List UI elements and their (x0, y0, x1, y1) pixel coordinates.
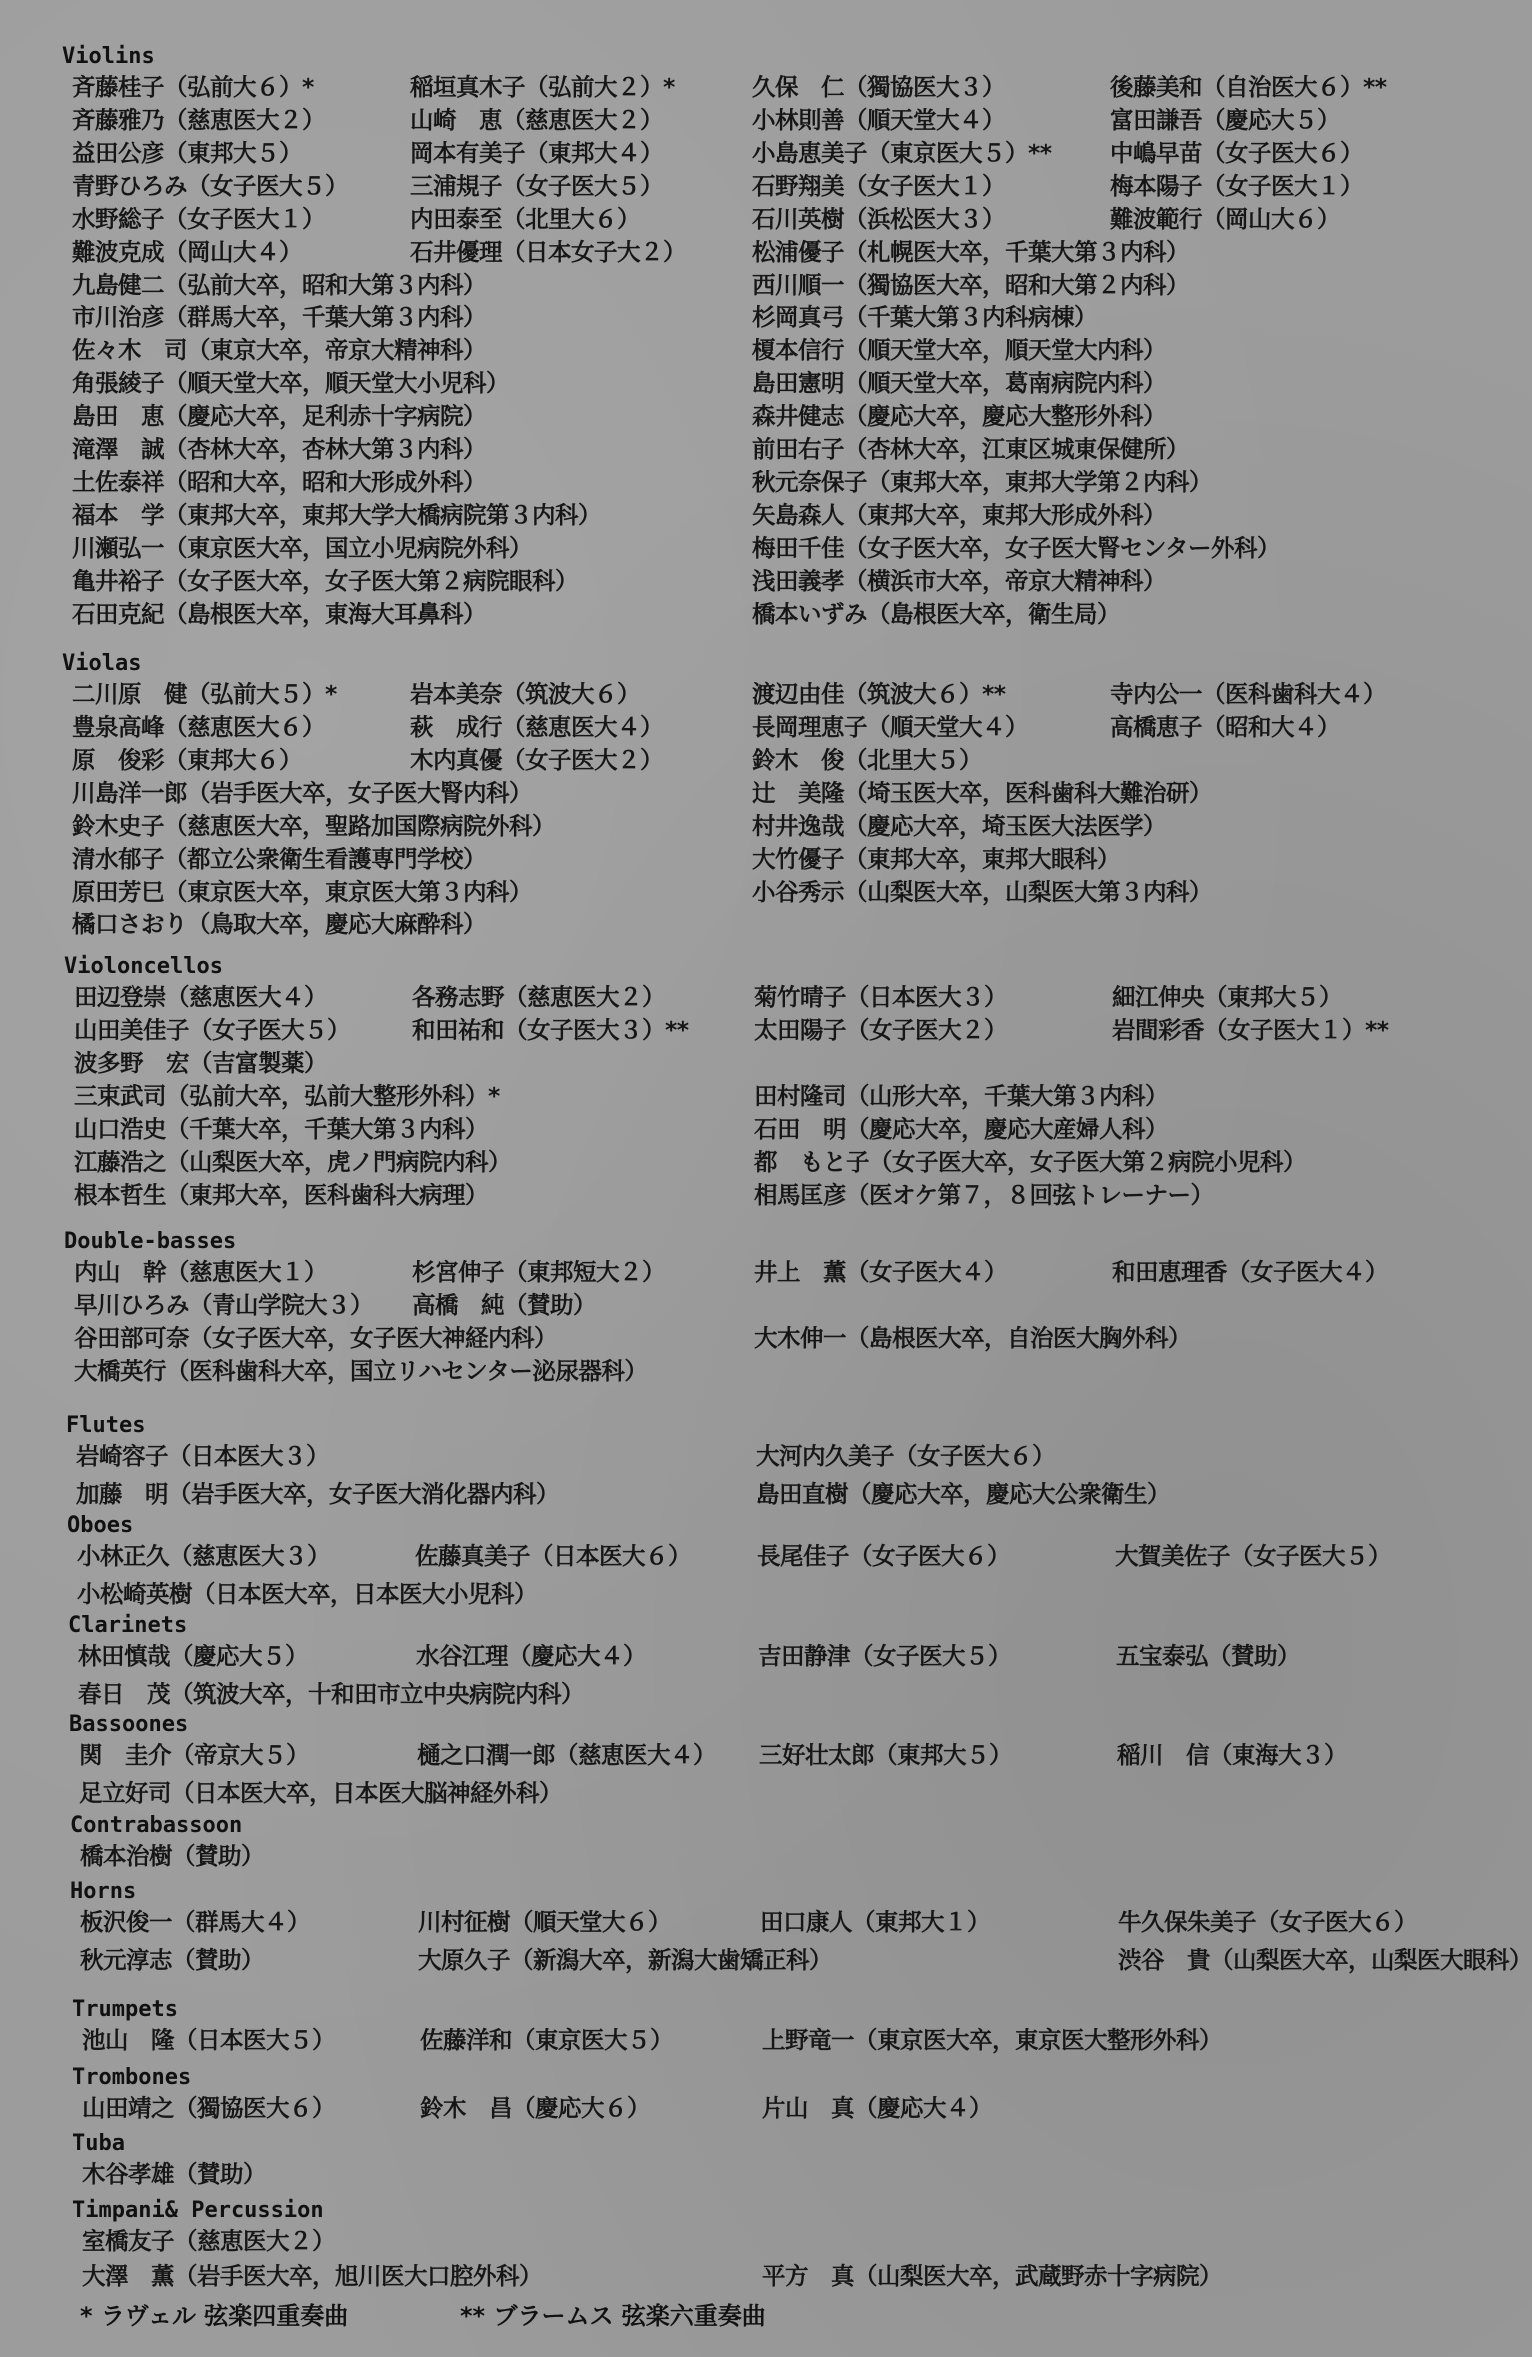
member-entry: 鈴木 俊（北里大５） (752, 746, 982, 774)
member-entry: 梅本陽子（女子医大１） (1110, 172, 1363, 200)
member-entry: 辻 美隆（埼玉医大卒，医科歯科大難治研） (752, 779, 1212, 807)
member-entry: 大原久子（新潟大卒，新潟大歯矯正科） (418, 1946, 832, 1974)
roster-row (0, 1080, 1489, 1112)
member-entry: 早川ひろみ（青山学院大３） (74, 1291, 373, 1319)
member-entry: 岩崎容子（日本医大３） (76, 1442, 329, 1470)
member-entry: 岩間彩香（女子医大１）** (1112, 1016, 1389, 1044)
roster-row (0, 532, 1489, 564)
footnote-ravel: * ラヴェル 弦楽四重奏曲 (80, 2302, 349, 2330)
roster-row (0, 2260, 1489, 2292)
roster-row (0, 1014, 1489, 1046)
section-heading: Trombones (72, 2065, 192, 2090)
member-entry: 岩本美奈（筑波大６） (410, 680, 640, 708)
member-entry: 益田公彦（東邦大５） (72, 139, 302, 167)
member-entry: 橋本いずみ（島根医大卒，衛生局） (752, 600, 1120, 628)
member-entry: 大賀美佐子（女子医大５） (1115, 1542, 1391, 1570)
roster-row (0, 1640, 1489, 1672)
member-entry: 菊竹晴子（日本医大３） (754, 983, 1007, 1011)
roster-row (0, 908, 1489, 940)
member-entry: 山田美佳子（女子医大５） (74, 1016, 350, 1044)
roster-row (0, 236, 1489, 268)
roster-row (0, 433, 1489, 465)
member-entry: 山口浩史（千葉大卒，千葉大第３内科） (74, 1115, 488, 1143)
member-entry: 原田芳巳（東京医大卒，東京医大第３内科） (72, 878, 532, 906)
roster-row (0, 2225, 1489, 2257)
member-entry: 谷田部可奈（女子医大卒，女子医大神経内科） (74, 1324, 557, 1352)
roster-row (0, 2092, 1489, 2124)
member-entry: 石川英樹（浜松医大３） (752, 205, 1005, 233)
member-entry: 松浦優子（札幌医大卒，千葉大第３内科） (752, 238, 1189, 266)
member-entry: 長尾佳子（女子医大６） (757, 1542, 1010, 1570)
section-heading: Trumpets (72, 1997, 178, 2022)
roster-row (0, 2158, 1489, 2190)
section-heading: Tuba (72, 2131, 125, 2156)
roster-row (0, 2024, 1489, 2056)
roster-row (0, 1777, 1489, 1809)
member-entry: 春日 茂（筑波大卒，十和田市立中央病院内科） (78, 1680, 584, 1708)
member-entry: 橘口さおり（鳥取大卒，慶応大麻酔科） (72, 910, 486, 938)
roster-row (0, 301, 1489, 333)
member-entry: 島田直樹（慶応大卒，慶応大公衆衛生） (756, 1480, 1170, 1508)
member-entry: 佐藤真美子（日本医大６） (415, 1542, 691, 1570)
member-entry: 井上 薫（女子医大４） (754, 1258, 1007, 1286)
member-entry: 難波範行（岡山大６） (1110, 205, 1340, 233)
member-entry: 矢島森人（東邦大卒，東邦大形成外科） (752, 501, 1166, 529)
roster-row (0, 1906, 1489, 1938)
member-entry: 上野竜一（東京医大卒，東京医大整形外科） (762, 2026, 1222, 2054)
section-heading: Bassoones (69, 1712, 189, 1737)
member-entry: 田口康人（東邦大１） (760, 1908, 990, 1936)
section-heading: Violoncellos (64, 954, 223, 979)
member-entry: 秋元淳志（賛助） (80, 1946, 264, 1974)
section-heading: Oboes (67, 1513, 134, 1538)
member-entry: 佐藤洋和（東京医大５） (420, 2026, 673, 2054)
member-entry: 平方 真（山梨医大卒，武蔵野赤十字病院） (762, 2262, 1222, 2290)
roster-row (0, 137, 1489, 169)
roster-row (0, 565, 1489, 597)
section-heading: Contrabassoon (70, 1813, 243, 1838)
member-entry: 波多野 宏（吉富製薬） (74, 1049, 327, 1077)
member-entry: 渡辺由佳（筑波大６）** (752, 680, 1006, 708)
member-entry: 青野ひろみ（女子医大５） (72, 172, 348, 200)
member-entry: 木内真優（女子医大２） (410, 746, 663, 774)
member-entry: 斉藤桂子（弘前大６）* (72, 73, 314, 101)
roster-row (0, 269, 1489, 301)
member-entry: 小松崎英樹（日本医大卒，日本医大小児科） (77, 1580, 537, 1608)
member-entry: 大橋英行（医科歯科大卒，国立リハセンター泌尿器科） (74, 1357, 648, 1385)
roster-row (0, 876, 1489, 908)
roster-row (0, 104, 1489, 136)
member-entry: 稲垣真木子（弘前大２）* (410, 73, 675, 101)
roster-row (0, 466, 1489, 498)
roster-row (0, 777, 1489, 809)
member-entry: 水野総子（女子医大１） (72, 205, 325, 233)
member-entry: 相馬匡彦（医オケ第７，８回弦トレーナー） (754, 1181, 1214, 1209)
member-entry: 小谷秀示（山梨医大卒，山梨医大第３内科） (752, 878, 1212, 906)
member-entry: 田村隆司（山形大卒，千葉大第３内科） (754, 1082, 1168, 1110)
member-entry: 内山 幹（慈恵医大１） (74, 1258, 327, 1286)
member-entry: 杉宮伸子（東邦短大２） (412, 1258, 665, 1286)
section-heading: Double-basses (64, 1229, 237, 1254)
member-entry: 田辺登崇（慈恵医大４） (74, 983, 327, 1011)
roster-row (0, 1322, 1489, 1354)
member-entry: 水谷江理（慶応大４） (416, 1642, 646, 1670)
member-entry: 森井健志（慶応大卒，慶応大整形外科） (752, 402, 1166, 430)
member-entry: 各務志野（慈恵医大２） (412, 983, 665, 1011)
member-entry: 室橋友子（慈恵医大２） (82, 2227, 335, 2255)
roster-row (0, 499, 1489, 531)
member-entry: 三浦規子（女子医大５） (410, 172, 663, 200)
member-entry: 林田慎哉（慶応大５） (78, 1642, 308, 1670)
member-entry: 榎本信行（順天堂大卒，順天堂大内科） (752, 336, 1166, 364)
member-entry: 原 俊彩（東邦大６） (72, 746, 302, 774)
member-entry: 豊泉高峰（慈恵医大６） (72, 713, 325, 741)
member-entry: 江藤浩之（山梨医大卒，虎ノ門病院内科） (74, 1148, 511, 1176)
footnote-brahms: ** ブラームス 弦楽六重奏曲 (460, 2302, 766, 2330)
member-entry: 長岡理恵子（順天堂大４） (752, 713, 1028, 741)
member-entry: 九島健二（弘前大卒，昭和大第３内科） (72, 271, 486, 299)
member-entry: 大木伸一（島根医大卒，自治医大胸外科） (754, 1324, 1191, 1352)
member-entry: 片山 真（慶応大４） (762, 2094, 992, 2122)
member-entry: 久保 仁（獨協医大３） (752, 73, 1005, 101)
member-entry: 浅田義孝（横浜市大卒，帝京大精神科） (752, 567, 1166, 595)
roster-row (0, 1146, 1489, 1178)
member-entry: 根本哲生（東邦大卒，医科歯科大病理） (74, 1181, 488, 1209)
member-entry: 板沢俊一（群馬大４） (80, 1908, 310, 1936)
member-entry: 石田克紀（島根医大卒，東海大耳鼻科） (72, 600, 486, 628)
member-entry: 稲川 信（東海大３） (1117, 1741, 1347, 1769)
member-entry: 川島洋一郎（岩手医大卒，女子医大腎内科） (72, 779, 532, 807)
member-entry: 太田陽子（女子医大２） (754, 1016, 1007, 1044)
roster-row (0, 843, 1489, 875)
member-entry: 大澤 薫（岩手医大卒，旭川医大口腔外科） (82, 2262, 542, 2290)
roster-row (0, 1256, 1489, 1288)
member-entry: 川村征樹（順天堂大６） (418, 1908, 671, 1936)
member-entry: 斉藤雅乃（慈恵医大２） (72, 106, 325, 134)
member-entry: 鈴木史子（慈恵医大卒，聖路加国際病院外科） (72, 812, 555, 840)
member-entry: 梅田千佳（女子医大卒，女子医大腎センター外科） (752, 534, 1281, 562)
member-entry: 佐々木 司（東京大卒，帝京大精神科） (72, 336, 486, 364)
member-entry: 寺内公一（医科歯科大４） (1110, 680, 1386, 708)
member-entry: 鈴木 昌（慶応大６） (420, 2094, 650, 2122)
member-entry: 高橋恵子（昭和大４） (1110, 713, 1340, 741)
member-entry: 加藤 明（岩手医大卒，女子医大消化器内科） (76, 1480, 559, 1508)
member-entry: 高橋 純（賛助） (412, 1291, 596, 1319)
roster-row (0, 1440, 1489, 1472)
member-entry: 後藤美和（自治医大６）** (1110, 73, 1387, 101)
member-entry: 三束武司（弘前大卒，弘前大整形外科）* (74, 1082, 500, 1110)
member-entry: 山崎 恵（慈恵医大２） (410, 106, 663, 134)
roster-row (0, 1540, 1489, 1572)
roster-row (0, 1944, 1532, 1976)
member-entry: 島田 恵（慶応大卒，足利赤十字病院） (72, 402, 486, 430)
member-entry: 島田憲明（順天堂大卒，葛南病院内科） (752, 369, 1166, 397)
roster-row (0, 1355, 1489, 1387)
roster-row (0, 1678, 1489, 1710)
member-entry: 二川原 健（弘前大５）* (72, 680, 337, 708)
member-entry: 石田 明（慶応大卒，慶応大産婦人科） (754, 1115, 1168, 1143)
member-entry: 土佐泰祥（昭和大卒，昭和大形成外科） (72, 468, 486, 496)
member-entry: 前田右子（杏林大卒，江東区城東保健所） (752, 435, 1189, 463)
member-entry: 小林正久（慈恵医大３） (77, 1542, 330, 1570)
roster-row (0, 1840, 1489, 1872)
roster-row (0, 981, 1489, 1013)
roster-row (0, 1289, 1489, 1321)
member-entry: 樋之口潤一郎（慈恵医大４） (417, 1741, 716, 1769)
member-entry: 和田恵理香（女子医大４） (1112, 1258, 1388, 1286)
member-entry: 都 もと子（女子医大卒，女子医大第２病院小児科） (754, 1148, 1306, 1176)
member-entry: 和田祐和（女子医大３）** (412, 1016, 689, 1044)
roster-row (0, 1179, 1489, 1211)
member-entry: 五宝泰弘（賛助） (1116, 1642, 1300, 1670)
member-entry: 山田靖之（獨協医大６） (82, 2094, 335, 2122)
member-entry: 牛久保朱美子（女子医大６） (1118, 1908, 1417, 1936)
member-entry: 石野翔美（女子医大１） (752, 172, 1005, 200)
member-entry: 足立好司（日本医大卒，日本医大脳神経外科） (79, 1779, 562, 1807)
member-entry: 三好壮太郎（東邦大５） (759, 1741, 1012, 1769)
section-heading: Violins (62, 44, 155, 69)
roster-row (0, 203, 1489, 235)
roster-row (0, 400, 1489, 432)
member-entry: 滝澤 誠（杏林大卒，杏林大第３内科） (72, 435, 486, 463)
member-entry: 橋本治樹（賛助） (80, 1842, 264, 1870)
roster-row (0, 598, 1489, 630)
member-entry: 村井逸哉（慶応大卒，埼玉医大法医学） (752, 812, 1166, 840)
member-entry: 福本 学（東邦大卒，東邦大学大橋病院第３内科） (72, 501, 601, 529)
roster-row (0, 1739, 1489, 1771)
member-entry: 萩 成行（慈恵医大４） (410, 713, 663, 741)
roster-row (0, 1113, 1489, 1145)
section-heading: Violas (62, 651, 142, 676)
roster-row (0, 1047, 1489, 1079)
roster-row (0, 678, 1489, 710)
section-heading: Horns (70, 1879, 137, 1904)
roster-row (0, 71, 1489, 103)
member-entry: 市川治彦（群馬大卒，千葉大第３内科） (72, 303, 486, 331)
member-entry: 中嶋早苗（女子医大６） (1110, 139, 1363, 167)
member-entry: 杉岡真弓（千葉大第３内科病棟） (752, 303, 1097, 331)
member-entry: 清水郁子（都立公衆衛生看護専門学校） (72, 845, 486, 873)
member-entry: 西川順一（獨協医大卒，昭和大第２内科） (752, 271, 1189, 299)
member-entry: 石井優理（日本女子大２） (410, 238, 686, 266)
member-entry: 木谷孝雄（賛助） (82, 2160, 266, 2188)
member-entry: 小島恵美子（東京医大５）** (752, 139, 1052, 167)
roster-row (0, 170, 1489, 202)
roster-row (0, 744, 1489, 776)
roster-row (0, 711, 1489, 743)
roster-row (0, 367, 1489, 399)
section-heading: Flutes (66, 1413, 146, 1438)
member-entry: 渋谷 貴（山梨医大卒，山梨医大眼科） (1118, 1946, 1532, 1974)
member-entry: 関 圭介（帝京大５） (79, 1741, 309, 1769)
member-entry: 細江伸央（東邦大５） (1112, 983, 1342, 1011)
member-entry: 岡本有美子（東邦大４） (410, 139, 663, 167)
section-heading: Clarinets (68, 1613, 188, 1638)
roster-row (0, 1478, 1489, 1510)
roster-row (0, 334, 1489, 366)
roster-row (0, 810, 1489, 842)
section-heading: Timpani& Percussion (72, 2198, 324, 2223)
roster-row (0, 1578, 1489, 1610)
member-entry: 内田泰至（北里大６） (410, 205, 640, 233)
member-entry: 吉田静津（女子医大５） (758, 1642, 1011, 1670)
member-entry: 川瀬弘一（東京医大卒，国立小児病院外科） (72, 534, 532, 562)
member-entry: 池山 隆（日本医大５） (82, 2026, 335, 2054)
member-entry: 富田謙吾（慶応大５） (1110, 106, 1340, 134)
member-entry: 角張綾子（順天堂大卒，順天堂大小児科） (72, 369, 509, 397)
member-entry: 亀井裕子（女子医大卒，女子医大第２病院眼科） (72, 567, 578, 595)
member-entry: 小林則善（順天堂大４） (752, 106, 1005, 134)
member-entry: 難波克成（岡山大４） (72, 238, 302, 266)
member-entry: 秋元奈保子（東邦大卒，東邦大学第２内科） (752, 468, 1212, 496)
member-entry: 大河内久美子（女子医大６） (756, 1442, 1055, 1470)
member-entry: 大竹優子（東邦大卒，東邦大眼科） (752, 845, 1120, 873)
